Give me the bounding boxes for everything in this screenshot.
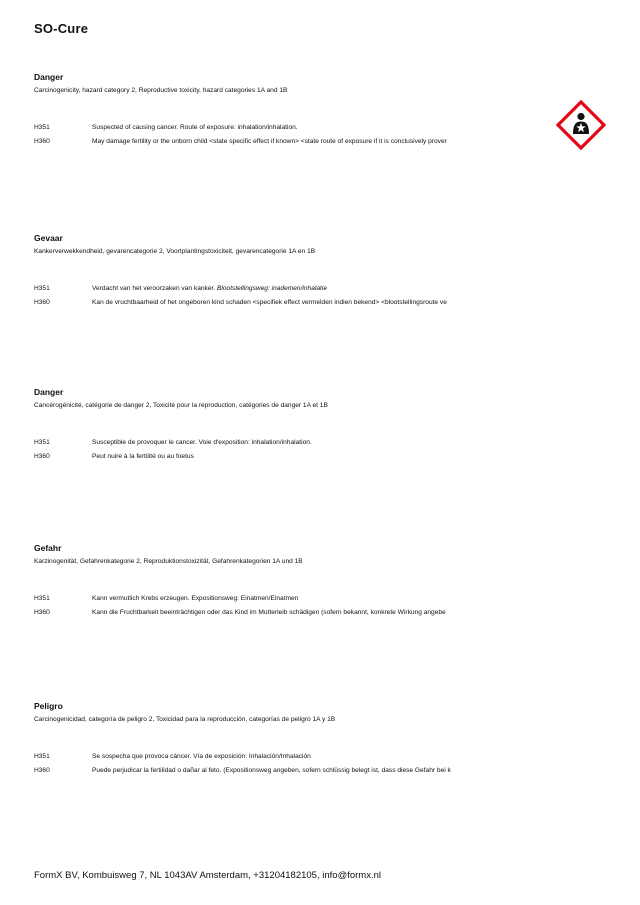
hazard-statement <box>34 438 540 452</box>
signal-word: Peligro <box>34 701 63 711</box>
statement-code: H351 <box>34 595 50 602</box>
classification-text: Carcinogenicidad, categoría de peligro 2, Toxicidad para la reproducción, categorías de peligro 1A y 1B <box>34 716 336 723</box>
statement-code: H360 <box>34 453 50 460</box>
statement-code: H351 <box>34 285 50 292</box>
hazard-statement <box>34 594 540 608</box>
statement-code: H351 <box>34 439 50 446</box>
hazard-statement <box>34 137 540 151</box>
statement-code: H351 <box>34 124 50 131</box>
statement-text <box>92 284 327 298</box>
statement-text: Kann die Fruchtbarkeit beeinträchtigen oder das Kind im Mutterleib schädigen (sofern bekannt, konkrete Wirkung angebe <box>92 609 446 616</box>
classification-text: Karzinogenität, Gefahrenkategorie 2, Reproduktionstoxizität, Gefahrenkategorien 1A und 1B <box>34 558 303 565</box>
classification-text: Kankerverwekkendheid, gevarencategorie 2, Voortplantingstoxiciteit, gevarencategorie 1A en 1B <box>34 248 316 255</box>
statement-text: May damage fertility or the unborn child <state specific effect if known> <state route of exposure if it is conclusively prover <box>92 138 447 145</box>
hazard-statement <box>34 752 540 766</box>
company-footer: FormX BV, Kombuisweg 7, NL 1043AV Amsterdam, +31204182105, info@formx.nl <box>34 870 381 881</box>
signal-word: Danger <box>34 387 64 397</box>
signal-word: Danger <box>34 72 64 82</box>
hazard-section-fr <box>34 387 554 466</box>
product-title: SO-Cure <box>34 21 89 36</box>
hazard-statement <box>34 284 540 298</box>
classification-text: Cancérogénicité, catégorie de danger 2, Toxicité pour la reproduction, catégories de danger 1A et 1B <box>34 402 328 409</box>
hazard-statement <box>34 298 540 312</box>
statement-text: Kan de vruchtbaarheid of het ongeboren kind schaden <specifiek effect vermelden indien bekend> <blootstellingsroute ve <box>92 299 447 306</box>
statement-text: Se sospecha que provoca cáncer. Vía de exposición: Inhalación/Inhalación <box>92 753 311 760</box>
health-hazard-icon <box>556 100 606 150</box>
hazard-section-es <box>34 701 554 780</box>
statement-text: Suspected of causing cancer. Route of exposure: inhalation/inhalation. <box>92 124 298 131</box>
hazard-section-en <box>34 72 554 151</box>
hazard-statement <box>34 123 540 137</box>
statement-text: Susceptible de provoquer le cancer. Voie d'exposition: inhalation/inhalation. <box>92 439 312 446</box>
statement-code: H360 <box>34 299 50 306</box>
statement-code: H351 <box>34 753 50 760</box>
hazard-section-nl <box>34 233 554 312</box>
statement-code: H360 <box>34 767 50 774</box>
classification-text: Carcinogenicity, hazard category 2, Reproductive toxicity, hazard categories 1A and 1B <box>34 87 288 94</box>
statement-text-italic: Blootstellingsweg: inademen/inhalatie <box>217 285 327 292</box>
statement-code: H360 <box>34 609 50 616</box>
signal-word: Gefahr <box>34 543 62 553</box>
statement-text: Kann vermutlich Krebs erzeugen. Expositionsweg: Einatmen/Einatmen <box>92 595 299 602</box>
statement-text: Peut nuire à la fertilité ou au foetus <box>92 453 194 460</box>
statement-code: H360 <box>34 138 50 145</box>
signal-word: Gevaar <box>34 233 63 243</box>
statement-text-regular: Verdacht van het veroorzaken van kanker. <box>92 285 216 292</box>
hazard-statement <box>34 452 540 466</box>
hazard-section-de <box>34 543 554 622</box>
statement-text: Puede perjudicar la fertilidad o dañar al feto. (Expositionsweg angeben, sofern schlüssig belegt ist, dass diese Gefahr bei k <box>92 767 451 774</box>
hazard-statement <box>34 766 540 780</box>
hazard-statement <box>34 608 540 622</box>
